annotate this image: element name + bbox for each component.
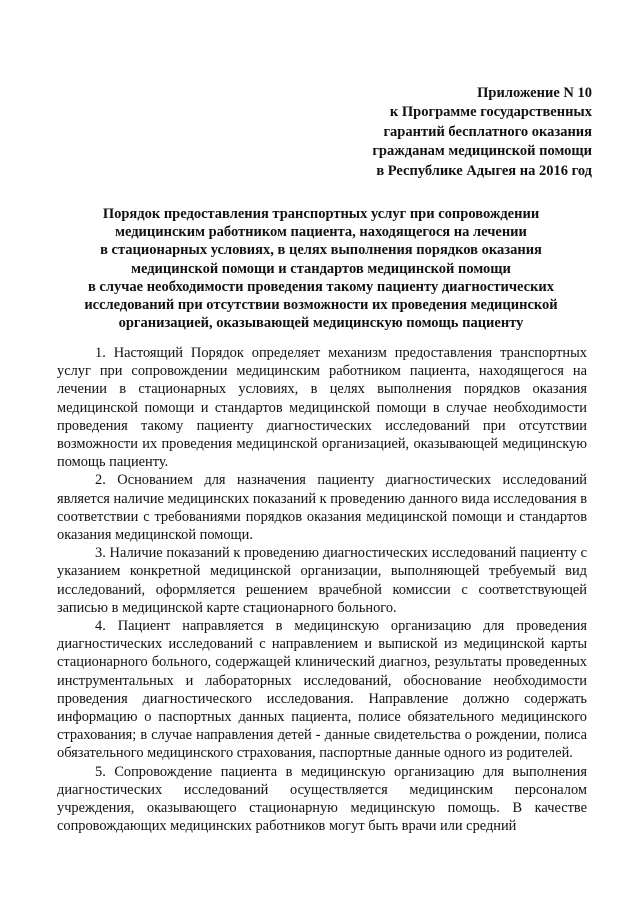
title-line: в случае необходимости проведения такому пациенту диагностических bbox=[87, 278, 555, 295]
title-line: Порядок предоставления транспортных услуг при сопровождении bbox=[102, 206, 540, 222]
paragraph-3: 3. Наличие показаний к проведению диагностических исследований пациенту с указанием конкретной медицинской организации, выполняющей требуемый вид исследований, оформляется решением врачебной комиссии с соответствующей записью в медицинской карте стационарного больного. bbox=[57, 545, 587, 616]
appendix-line: гарантий бесплатного оказания bbox=[383, 123, 592, 140]
paragraph-1: 1. Настоящий Порядок определяет механизм предоставления транспортных услуг при сопровождении медицинским работником пациента, находящегося на лечении в стационарных условиях, в целях выполнения порядков оказания медицинской помощи и стандартов медицинской помощи в случае необходимости проведения такому пациенту диагностических исследований при отсутствии возможности их проведения медицинской организацией, оказывающей медицинскую помощь пациенту. bbox=[57, 345, 587, 471]
title-line: медицинской помощи и стандартов медицинской помощи bbox=[131, 260, 511, 277]
title-line: медицинским работником пациента, находящегося на лечении bbox=[115, 224, 527, 241]
appendix-line: гражданам медицинской помощи bbox=[372, 143, 592, 160]
title-line: организацией, оказывающей медицинскую помощь пациенту bbox=[118, 315, 524, 332]
title-line: в стационарных условиях, в целях выполнения порядков оказания bbox=[100, 242, 542, 259]
title-line: исследований при отсутствии возможности их проведения медицинской bbox=[84, 297, 558, 314]
document-body bbox=[57, 344, 587, 835]
appendix-header bbox=[372, 84, 592, 181]
paragraph-5: 5. Сопровождение пациента в медицинскую организацию для выполнения диагностических исследований осуществляется медицинским персоналом учреждения, оказывающего стационарную медицинскую помощь. В качестве сопровождающих медицинских работников могут быть врачи или средний bbox=[57, 763, 587, 835]
appendix-line: к Программе государственных bbox=[389, 104, 592, 121]
paragraph-2: 2. Основанием для назначения пациенту диагностических исследований является наличие медицинских показаний к проведению данного вида исследования в соответствии с требованиями порядков оказания медицинской помощи и стандартов оказания медицинской помощи. bbox=[57, 472, 587, 544]
appendix-line: в Республике Адыгея на 2016 год bbox=[376, 162, 592, 179]
paragraph-4: 4. Пациент направляется в медицинскую организацию для проведения диагностических исследований с направлением и выпиской из медицинской карты стационарного больного, содержащей клинический диагноз, результаты проведенных инструментальных и лабораторных исследований, обоснование необходимости проведения диагностического исследования. Направление должно содержать информацию о паспортных данных пациента, полисе обязательного медицинского страхования; в случае направления детей - данные свидетельства о рождении, полиса обязательного медицинского страхования, паспортные данные одного из родителей. bbox=[57, 618, 587, 762]
document-title bbox=[56, 205, 586, 332]
appendix-number: Приложение N 10 bbox=[477, 85, 592, 101]
